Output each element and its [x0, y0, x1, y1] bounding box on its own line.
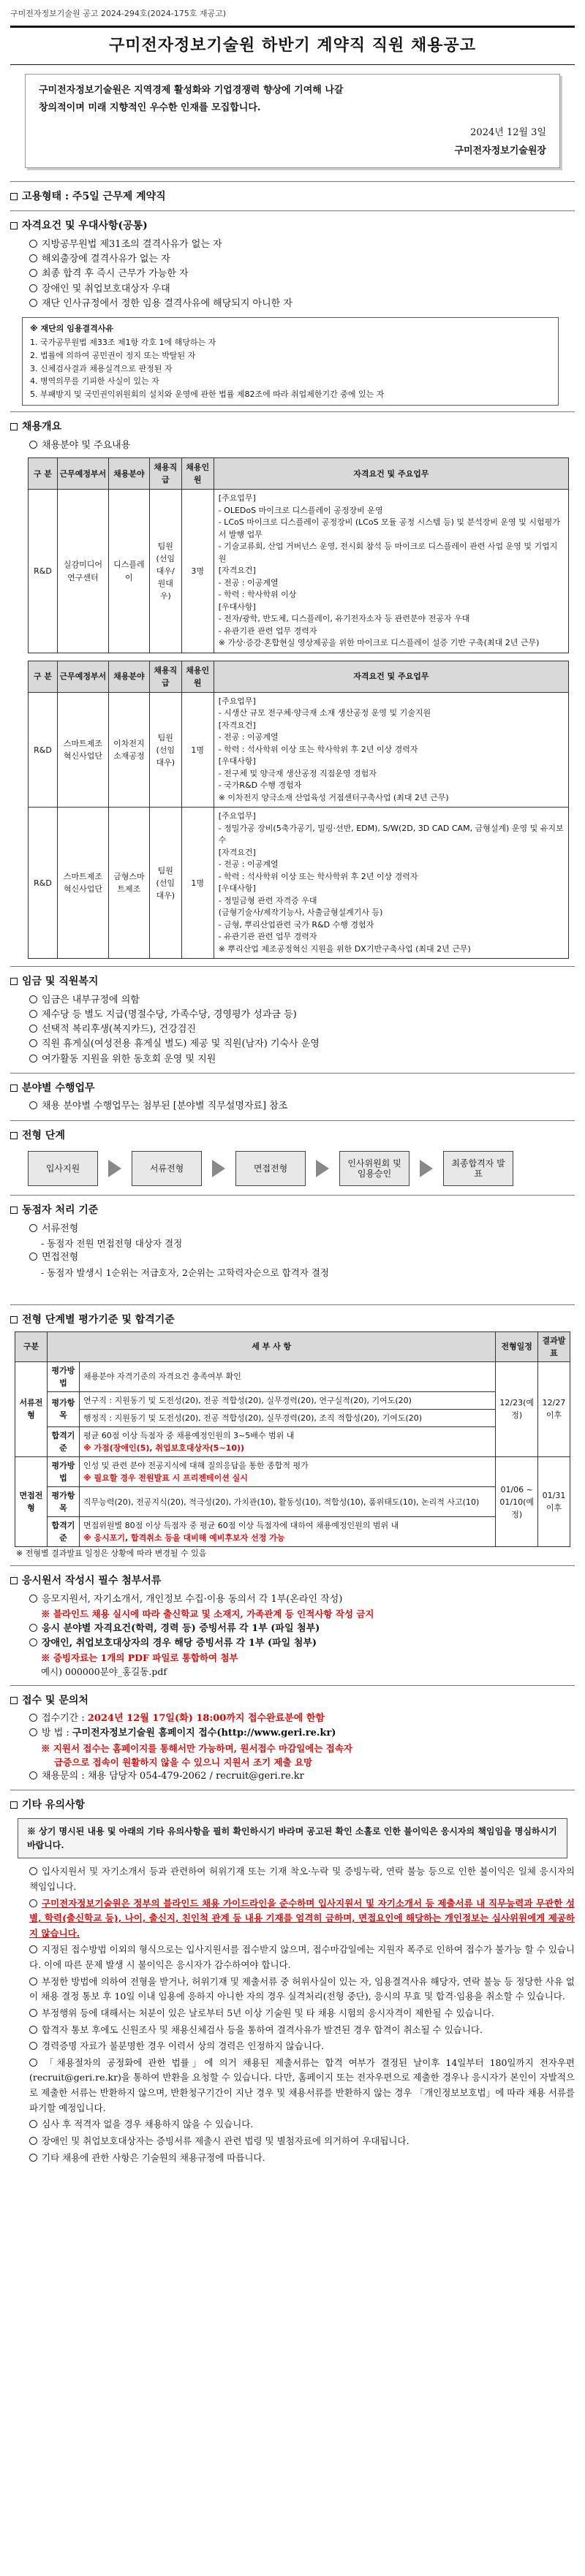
job-row [29, 490, 569, 653]
circle-bullet-icon [29, 299, 37, 307]
circle-bullet-icon [29, 1867, 37, 1875]
eval-value-line: 면접위원별 80점 이상 득점자 중 평균 60점 이상 득점자에 대하여 채용예정인원의 범위 내 [83, 1521, 399, 1531]
etc-item [10, 2023, 575, 2038]
section-docs: 응시원서 작성시 필수 첨부서류 [10, 1573, 575, 1589]
job-table [28, 661, 569, 960]
circle-bullet-icon [29, 2042, 37, 2050]
qual-line: - 학력 : 학사학위 이상 [218, 590, 297, 600]
disqualification-item: 5. 부패방지 및 국민권익위원회의 설치와 운영에 관한 법률 제82조에 따라 취업제한기간 중에 있는 자 [30, 389, 385, 399]
job-header: 채용분야 [108, 661, 149, 692]
circle-bullet-icon [29, 284, 37, 292]
step-committee: 인사위원회 및 임용승인 [339, 1151, 410, 1186]
etc-item-text: 심사 후 적격자 없을 경우 채용하지 않을 수 있습니다. [42, 2119, 254, 2130]
circle-bullet-icon [29, 1025, 37, 1033]
announcement-number: 구미전자정보기술원 공고 2024-294호(2024-175호 재공고) [10, 9, 227, 18]
etc-item-text: 입사지원서 및 자기소개서 등과 관련하여 허위기재 또는 기재 착오·누락 및 증빙누락, 연락 불능 등으로 인한 불이익은 일체 응시자의 책임입니다. [29, 1866, 575, 1892]
square-bullet-icon [10, 1084, 18, 1092]
step-final: 최종합격자 발표 [443, 1151, 513, 1186]
salary-item-text: 직원 휴게실(여성전용 휴게실 별도) 제공 및 직원(남자) 기숙사 운영 [42, 1038, 320, 1050]
etc-item-text: 부정한 방법에 의하여 전형을 받거나, 허위기재 및 제출서류 중 허위사실이 있는 자, 임용결격사유 해당자, 연락 불능 등 정당한 사유 없이 채용 결정 통보 후 10일 이내 임용에 응하지 아니한 자의 경우 실격처리(전형 중단), 응시의 무효 및 합격·임용을 취소할 수 있습니다. [29, 1975, 575, 2002]
circle-bullet-icon [29, 254, 37, 262]
salary-item [10, 1052, 575, 1067]
circle-bullet-icon [29, 1039, 37, 1047]
eval-doc-result: 12/27 이후 [538, 1361, 570, 1456]
circle-bullet-icon [29, 2009, 37, 2017]
qual-line: - 학력 : 석사학위 이상 또는 학사학위 후 2년 이상 경력자 [218, 871, 418, 881]
job-header: 채용인원 [181, 661, 214, 692]
circle-bullet-icon [29, 1101, 37, 1109]
eval-value: 행정직 : 지원동기 및 도전성(20), 전공 적합성(20), 실무경력(20), 조직 적합성(20), 기여도(20) [80, 1409, 496, 1426]
etc-item-text: 「채용절차의 공정화에 관한 법률」에 의거 채용된 제출서류는 합격 여부가 결정된 날이후 14일부터 180일까지 전자우편(recruit@geri.re.kr)을 통하여 반환을 요청할 수 있습니다. 다만, 홈페이지 또는 전자우편으로 제출한 경우나 응시자가 본인이 자발적으로 제출한 서류는 반환하지 않으며, 반환청구기간이 지난 경우 및 채용서류를 반환하지 않는 경우 「개인정보보호법」에 따라 채용 서류를 파기할 예정입니다. [29, 2056, 575, 2113]
job-rank: 팀원(선임대우) [149, 808, 181, 959]
eligibility-list [10, 238, 575, 311]
disqualification-list [30, 336, 551, 400]
salary-item-text: 선택적 복리후생(복지카드), 건강검진 [42, 1024, 196, 1036]
job-rank: 팀원(선임대우/원대우) [149, 490, 181, 653]
etc-item [10, 2006, 575, 2021]
eval-doc-label: 서류전형 [15, 1361, 48, 1456]
step-document: 서류전형 [132, 1151, 202, 1186]
qual-line: [주요업무] [218, 696, 256, 706]
qual-line: [자격요건] [218, 720, 256, 730]
divider [10, 210, 575, 211]
square-bullet-icon [10, 1207, 18, 1214]
circle-bullet-icon [29, 1055, 37, 1063]
etc-item [10, 1942, 575, 1972]
circle-bullet-icon [29, 1595, 37, 1603]
section-etc: 기타 유의사항 [10, 1798, 575, 1814]
circle-bullet-icon [29, 1771, 37, 1779]
qual-line: - LCoS 마이크로 디스플레이 공정장비 (LCoS 모듈 공정 시스템 등) 및 분석장비 운영 및 시험평가서 발행 업무 [218, 517, 560, 539]
eval-footnote: ※ 전형별 결과발표 일정은 상황에 따라 변경될 수 있음 [16, 1549, 207, 1559]
square-bullet-icon [10, 1316, 18, 1323]
circle-bullet-icon [29, 1224, 37, 1232]
divider [10, 966, 575, 967]
tiebreak-interview: 면접전형 [10, 1250, 575, 1265]
job-header: 채용인원 [181, 458, 214, 490]
job-tables [10, 457, 575, 959]
square-bullet-icon [10, 222, 18, 229]
job-header: 채용직급 [149, 458, 181, 490]
qual-line: - 학력 : 석사학위 이상 또는 학사학위 후 2년 이상 경력자 [218, 744, 418, 754]
intro-line: 구미전자정보기술원은 지역경제 활성화와 기업경쟁력 향상에 기여해 나갈 [39, 85, 344, 96]
etc-item-text: 합격자 통보 후에도 신원조사 및 채용신체검사 등을 통하여 결격사유가 발견된 경우 합격이 취소될 수 있습니다. [42, 2024, 483, 2035]
circle-bullet-icon [29, 2137, 37, 2145]
disqualification-item: 2. 법률에 의하여 공민권이 정지 또는 박탈된 자 [30, 350, 196, 360]
salary-item [10, 1008, 575, 1022]
salary-item [10, 1022, 575, 1037]
circle-bullet-icon [29, 995, 37, 1003]
duties-item: 채용 분야별 수행업무는 첨부된 [분야별 직무설명자료] 참조 [10, 1099, 575, 1114]
intro-line: 창의적이며 미래 지향적인 우수한 인재를 모집합니다. [39, 102, 261, 114]
disqualification-title: ※ 재단의 임용결격사유 [30, 323, 113, 333]
qual-line: [우대사항] [218, 756, 256, 767]
qual-line: - OLEDoS 마이크로 디스플레이 공정장비 운영 [218, 505, 383, 515]
job-gubun: R&D [29, 692, 58, 808]
qual-line: - 유관기관 관련 업무 경력자 [218, 626, 317, 636]
eval-header: 결과발표 [538, 1331, 570, 1361]
job-dept: 실감미디어연구센터 [57, 490, 108, 653]
qual-line: ※ 가상·증강·혼합현실 영상제공을 위한 마이크로 디스플레이 설증 기반 구축(최대 2년 근무) [218, 638, 540, 648]
circle-bullet-icon [29, 240, 37, 248]
job-row [29, 692, 569, 808]
section-eval: 전형 단계별 평가기준 및 합격기준 [10, 1312, 575, 1329]
qual-line: [주요업무] [218, 811, 256, 821]
qual-line: ※ 이차전지 양극소재 산업육성 거점센터구축사업 (최대 2년 근무) [218, 792, 449, 802]
qual-line: (금형기술사/제작기능사, 사출금형설계기사 등) [218, 908, 383, 918]
circle-bullet-icon [29, 1624, 37, 1632]
eval-key: 평가방법 [48, 1361, 80, 1391]
eligibility-item-text: 재단 인사규정에서 정한 임용 결격사유에 해당되지 아니한 자 [42, 297, 292, 309]
qual-line: - 전공 : 이공계열 [218, 577, 279, 588]
eval-value [80, 1457, 496, 1487]
circle-bullet-icon [29, 2059, 37, 2067]
etc-item-text: 구미전자정보기술원은 정부의 블라인드 채용 가이드라인을 준수하며 입사지원서 및 자기소개서 등 제출서류 내 직무능력과 무관한 성별, 학력(출신학교 등), 나이, 출신지, 친인척 관계 등 내용 기재를 엄격히 금하며, 면접요인에 해당하는 개인정보는 심사위원에게 제공하지 않습니다. [29, 1897, 575, 1939]
job-header: 자격요건 및 주요업무 [214, 661, 568, 692]
etc-item [10, 1896, 575, 1942]
eval-note: ※ 필요할 경우 전원발표 시 프리젠테이션 실시 [83, 1473, 248, 1483]
divider [10, 1685, 575, 1686]
job-quals [214, 808, 568, 959]
section-duties: 분야별 수행업무 [10, 1081, 575, 1097]
divider [10, 1195, 575, 1196]
etc-item [10, 1975, 575, 2005]
eval-note: ※ 응시포기, 합격취소 등을 대비해 예비후보자 선정 가능 [83, 1533, 285, 1543]
section-tiebreak: 동점자 처리 기준 [10, 1203, 575, 1219]
eval-value [80, 1426, 496, 1456]
eligibility-item-text: 지방공무원법 제31조의 결격사유가 없는 자 [42, 239, 222, 251]
qual-line: [우대사항] [218, 884, 256, 894]
qual-line: - 시생산 규모 전구체·양극재 소재 생산공정 운영 및 기술지원 [218, 708, 431, 718]
divider [10, 1565, 575, 1566]
eval-value-line: 인성 및 관련 분야 전공지식에 대해 질의응답을 통한 종합적 평가 [83, 1461, 309, 1471]
job-field: 이차전지소재공정 [108, 692, 149, 808]
job-count: 1명 [181, 692, 214, 808]
job-rank: 팀원(선임대우) [149, 692, 181, 808]
square-bullet-icon [10, 1132, 18, 1139]
eligibility-item-text: 최종 합격 후 즉시 근무가 가능한 자 [42, 268, 189, 280]
qual-line: [자격요건] [218, 566, 256, 576]
job-quals [214, 692, 568, 808]
etc-item [10, 2039, 575, 2054]
job-table [28, 457, 569, 653]
receipt-method: 방 법 : 구미전자정보기술원 홈페이지 접수(http://www.geri.re.kr) [10, 1726, 575, 1741]
job-gubun: R&D [29, 490, 58, 653]
etc-item-text: 장애인 및 취업보호대상자는 증빙서류 제출시 관련 법령 및 별첨자료에 의거하여 우대됩니다. [42, 2135, 410, 2146]
etc-item [10, 1864, 575, 1894]
tiebreak-doc-detail: - 동점자 전원 면접전형 대상자 결정 [41, 1238, 183, 1250]
square-bullet-icon [10, 423, 18, 430]
eval-value: 채용분야 자격기준의 자격요건 충족여부 확인 [80, 1361, 496, 1391]
receipt-warning: ※ 지원서 접수는 홈페이지를 통해서만 가능하며, 원서접수 마감일에는 접속자 [41, 1742, 352, 1754]
doc-example: 예시) 000000분야_홍길동.pdf [41, 1666, 167, 1678]
eligibility-item-text: 장애인 및 취업보호대상자 우대 [42, 283, 170, 295]
doc-pdf-note: ※ 증빙자료는 1개의 PDF 파일로 통합하여 첨부 [41, 1652, 238, 1663]
arrow-right-icon [316, 1160, 329, 1177]
tiebreak-doc: 서류전형 [10, 1222, 575, 1236]
circle-bullet-icon [29, 1899, 37, 1907]
qual-line: ※ 뿌리산업 제조공정혁신 지원을 위한 DX기반구축사업 (최대 2년 근무) [218, 943, 471, 954]
receipt-contact: 채용문의 : 채용 담당자 054-479-2062 / recruit@geri.re.kr [10, 1769, 575, 1784]
eligibility-item [10, 297, 575, 311]
job-count: 1명 [181, 808, 214, 959]
doc-item: 응모지원서, 자기소개서, 개인정보 수집·이용 동의서 각 1부(온라인 작성) [10, 1592, 575, 1607]
eligibility-item [10, 267, 575, 281]
job-header: 근무예정부서 [57, 458, 108, 490]
job-count: 3명 [181, 490, 214, 653]
disqualification-item: 4. 병역의무를 기피한 사실이 있는 자 [30, 376, 159, 387]
etc-item [10, 2117, 575, 2132]
etc-item [10, 2056, 575, 2116]
doc-item: 응시 분야별 자격요건(학력, 경력 등) 증빙서류 각 1부 (파일 첨부) [10, 1622, 575, 1636]
eval-key: 평가항목 [48, 1391, 80, 1426]
job-field: 금형스마트제조 [108, 808, 149, 959]
divider [10, 1304, 575, 1305]
step-apply: 입사지원 [28, 1151, 98, 1186]
job-gubun: R&D [29, 808, 58, 959]
arrow-right-icon [108, 1160, 121, 1177]
eligibility-item [10, 282, 575, 297]
salary-item [10, 993, 575, 1008]
job-field: 디스플레이 [108, 490, 149, 653]
intro-box [25, 74, 560, 168]
etc-list [10, 1864, 575, 2165]
section-eligibility: 자격요건 및 우대사항(공통) [10, 219, 575, 235]
disqualification-item: 3. 신체검사결과 채용실격으로 판정된 자 [30, 363, 173, 373]
etc-item-text: 경력증명 자료가 불분명한 경우 이력서 상의 경력은 인정하지 않습니다. [42, 2040, 324, 2052]
eval-value [80, 1517, 496, 1547]
eligibility-item [10, 252, 575, 267]
circle-bullet-icon [29, 1638, 37, 1646]
square-bullet-icon [10, 193, 18, 200]
divider [10, 1073, 575, 1074]
doc-blind-note: ※ 블라인드 채용 실시에 따라 출신학교 및 소재지, 가족관계 등 인적사항 작성 금지 [41, 1608, 374, 1620]
job-row [29, 808, 569, 959]
circle-bullet-icon [29, 1010, 37, 1018]
overview-sub: 채용분야 및 주요내용 [10, 438, 575, 453]
eval-header: 전형일정 [496, 1331, 538, 1361]
qual-line: - 정밀가공 장비(5축가공기, 밀링·선반, EDM), S/W(2D, 3D CAD CAM, 금형설계) 운영 및 유지보수 [218, 823, 564, 846]
eval-header: 세 부 사 항 [48, 1331, 496, 1361]
square-bullet-icon [10, 1577, 18, 1584]
qual-line: - 전공 : 이공계열 [218, 732, 279, 742]
qual-line: - 정밀금형 관련 자격증 우대 [218, 895, 317, 905]
eval-value: 직무능력(20), 전공지식(20), 적극성(20), 가치관(10), 활동성(10), 적합성(10), 품위태도(10), 논리적 사고(10) [80, 1487, 496, 1517]
qual-line: - 전자/광학, 반도체, 디스플레이, 유기전자소자 등 관련분야 전공자 우대 [218, 614, 470, 624]
job-dept: 스마트제조혁신사업단 [57, 692, 108, 808]
salary-item-text: 임금은 내부규정에 의함 [42, 995, 140, 1006]
divider [10, 1120, 575, 1121]
eval-value-line: 평균 60점 이상 득점자 중 채용예정인원의 3~5배수 범위 내 [83, 1430, 295, 1440]
section-employment: 고용형태 : 주5일 근무제 계약직 [10, 189, 575, 205]
job-header: 구 분 [29, 458, 58, 490]
section-overview: 채용개요 [10, 419, 575, 436]
circle-bullet-icon [29, 1714, 37, 1722]
salary-item-text: 제수당 등 별도 지급(명절수당, 가족수당, 경영평가 성과금 등) [42, 1009, 297, 1021]
eval-key: 합격기준 [48, 1426, 80, 1456]
circle-bullet-icon [29, 269, 37, 277]
eval-int-label: 면접전형 [15, 1457, 48, 1547]
etc-item-text: 지정된 접수방법 이외의 형식으로는 입사지원서를 접수받지 않으며, 접수마감일에는 지원자 폭주로 인하여 접수가 불가능 할 수 있습니다. 이에 따른 문제 발생 시 불이익은 응시자가 감수하여야 합니다. [29, 1944, 575, 1971]
job-header: 자격요건 및 주요업무 [214, 458, 568, 490]
circle-bullet-icon [29, 1253, 37, 1261]
etc-item-text: 기타 채용에 관한 사항은 기술원의 채용규정에 따릅니다. [42, 2151, 265, 2163]
qual-line: [주요업무] [218, 493, 256, 504]
eval-key: 평가방법 [48, 1457, 80, 1487]
qual-line: - 전공 : 이공계열 [218, 859, 279, 870]
eval-int-date: 01/06 ~ 01/10(예정) [496, 1457, 538, 1547]
salary-item [10, 1037, 575, 1052]
circle-bullet-icon [29, 1945, 37, 1953]
doc-item: 장애인, 취업보호대상자의 경우 해당 증빙서류 각 1부 (파일 첨부) [10, 1636, 575, 1651]
job-quals [214, 490, 568, 653]
arrow-right-icon [420, 1160, 433, 1177]
job-header: 근무예정부서 [57, 661, 108, 692]
eval-header: 구분 [15, 1331, 48, 1361]
etc-item [10, 2134, 575, 2149]
disqualification-item: 1. 국가공무원법 제33조 제1항 각호 1에 해당하는 자 [30, 338, 216, 348]
qual-line: [자격요건] [218, 847, 256, 857]
circle-bullet-icon [29, 1977, 37, 1986]
eval-key: 합격기준 [48, 1517, 80, 1547]
qual-line: - 전구체 및 양극재 생산공정 직접운영 경험자 [218, 768, 377, 778]
section-process: 전형 단계 [10, 1128, 575, 1144]
square-bullet-icon [10, 1801, 18, 1809]
eligibility-item [10, 238, 575, 252]
eval-int-result: 01/31 이후 [538, 1457, 570, 1547]
square-bullet-icon [10, 978, 18, 985]
tiebreak-interview-detail: - 동점자 발생시 1순위는 저급호자, 2순위는 고학력자순으로 합격자 결정 [41, 1266, 329, 1278]
square-bullet-icon [10, 1697, 18, 1704]
eval-value: 연구직 : 지원동기 및 도전성(20), 전공 적합성(20), 실무경력(20), 연구실적(20), 기여도(20) [80, 1391, 496, 1409]
section-salary: 임금 및 직원복지 [10, 974, 575, 990]
eval-key: 평가항목 [48, 1487, 80, 1517]
qual-line: [우대사항] [218, 601, 256, 612]
circle-bullet-icon [29, 2026, 37, 2034]
divider [10, 411, 575, 412]
process-flow [28, 1151, 575, 1186]
job-header: 채용직급 [149, 661, 181, 692]
announcement-date: 2024년 12월 3일 [470, 127, 546, 139]
qual-line: - 금형, 뿌리산업관련 국가 R&D 수행 경험자 [218, 919, 374, 930]
circle-bullet-icon [29, 1728, 37, 1736]
salary-list [10, 993, 575, 1067]
eval-bonus-note: ※ 가점(장애인(5), 취업보호대상자(5~10)) [83, 1443, 245, 1453]
announcement-org: 구미전자정보기술원장 [454, 145, 546, 156]
eligibility-item-text: 해외출장에 결격사유가 없는 자 [42, 254, 170, 265]
job-dept: 스마트제조혁신사업단 [57, 808, 108, 959]
eval-doc-date: 12/23(예정) [496, 1361, 538, 1456]
job-header: 채용분야 [108, 458, 149, 490]
circle-bullet-icon [29, 2154, 37, 2162]
evaluation-table [15, 1331, 570, 1548]
salary-item-text: 여가활동 지원을 위한 동호회 운영 및 지원 [42, 1053, 216, 1065]
etc-item [10, 2151, 575, 2166]
etc-notice-box: ※ 상기 명시된 내용 및 아래의 기타 유의사항을 필히 확인하시기 바라며 공고된 확인 소홀로 인한 불이익은 응시자의 책임임을 명심하시기 바랍니다. [18, 1818, 567, 1858]
circle-bullet-icon [29, 441, 37, 449]
disqualification-box [22, 317, 559, 406]
receipt-period: 접수기간 : 2024년 12월 17일(화) 18:00까지 접수완료분에 한함 [10, 1711, 575, 1726]
page-title: 구미전자정보기술원 하반기 계약직 직원 채용공고 [10, 26, 575, 65]
qual-line: - 유관기관 관련 업무 경력자 [218, 932, 317, 942]
section-receipt: 접수 및 문의처 [10, 1693, 575, 1709]
receipt-warning: 급증으로 접속이 원활하지 않을 수 있으니 지원서 조기 제출 요망 [54, 1756, 313, 1768]
divider [10, 181, 575, 182]
qual-line: - 국가R&D 수행 경험자 [218, 780, 302, 791]
circle-bullet-icon [29, 2120, 37, 2128]
homepage-link[interactable]: 구미전자정보기술원 홈페이지 접수(http://www.geri.re.kr) [72, 1728, 336, 1739]
etc-item-text: 부정행위 등에 대해서는 처분이 있은 날로부터 5년 이상 기술원 및 타 채용 시험의 응시자격이 제한될 수 있습니다. [42, 2007, 494, 2018]
job-header: 구 분 [29, 661, 58, 692]
step-interview: 면접전형 [235, 1151, 306, 1186]
arrow-right-icon [212, 1160, 225, 1177]
qual-line: - 기술교류회, 산업 거버넌스 운영, 전시회 참석 등 마이크로 디스플레이 관련 사업 운영 및 기업지원 [218, 542, 558, 563]
